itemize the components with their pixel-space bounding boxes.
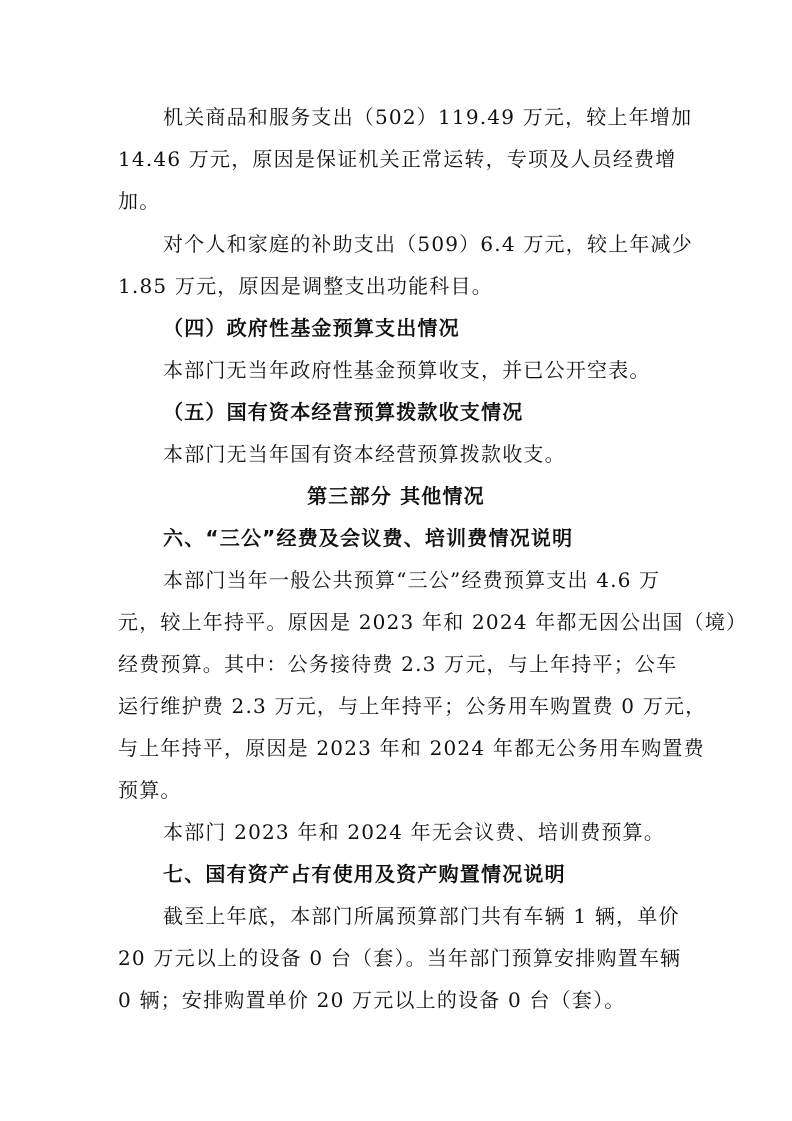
section-heading: 七、国有资产占有使用及资产购置情况说明: [163, 862, 566, 886]
paragraph-line: 运行维护费 2.3 万元，与上年持平；公务用车购置费 0 万元，: [118, 694, 707, 718]
paragraph-line: 与上年持平，原因是 2023 年和 2024 年都无公务用车购置费: [118, 736, 705, 760]
paragraph-line: 元，较上年持平。原因是 2023 年和 2024 年都无因公出国（境）: [118, 610, 748, 634]
part-title: 第三部分 其他情况: [307, 484, 485, 508]
paragraph-line: 机关商品和服务支出（502）119.49 万元，较上年增加: [163, 105, 693, 129]
section-heading: （五）国有资本经营预算拨款收支情况: [163, 400, 524, 424]
paragraph-line: 加。: [118, 189, 161, 213]
paragraph-line: 预算。: [118, 778, 182, 802]
paragraph-line: 本部门 2023 年和 2024 年无会议费、培训费预算。: [163, 820, 666, 844]
paragraph-line: 20 万元以上的设备 0 台（套）。当年部门预算安排购置车辆: [118, 946, 682, 970]
paragraph-line: 本部门无当年国有资本经营预算拨款收支。: [163, 442, 566, 466]
paragraph-line: 本部门当年一般公共预算“三公”经费预算支出 4.6 万: [163, 568, 661, 592]
paragraph-line: 本部门无当年政府性基金预算收支，并已公开空表。: [163, 358, 651, 382]
paragraph-line: 对个人和家庭的补助支出（509）6.4 万元，较上年减少: [163, 232, 693, 256]
paragraph-line: 1.85 万元，原因是调整支出功能科目。: [118, 274, 493, 298]
paragraph-line: 0 辆；安排购置单价 20 万元以上的设备 0 台（套）。: [118, 988, 626, 1012]
paragraph-line: 截至上年底，本部门所属预算部门共有车辆 1 辆，单价: [163, 904, 680, 928]
section-heading: 六、“三公”经费及会议费、培训费情况说明: [163, 526, 574, 550]
paragraph-line: 14.46 万元，原因是保证机关正常运转，专项及人员经费增: [118, 147, 677, 171]
paragraph-line: 经费预算。其中：公务接待费 2.3 万元，与上年持平；公车: [118, 652, 678, 676]
section-heading: （四）政府性基金预算支出情况: [163, 316, 460, 340]
